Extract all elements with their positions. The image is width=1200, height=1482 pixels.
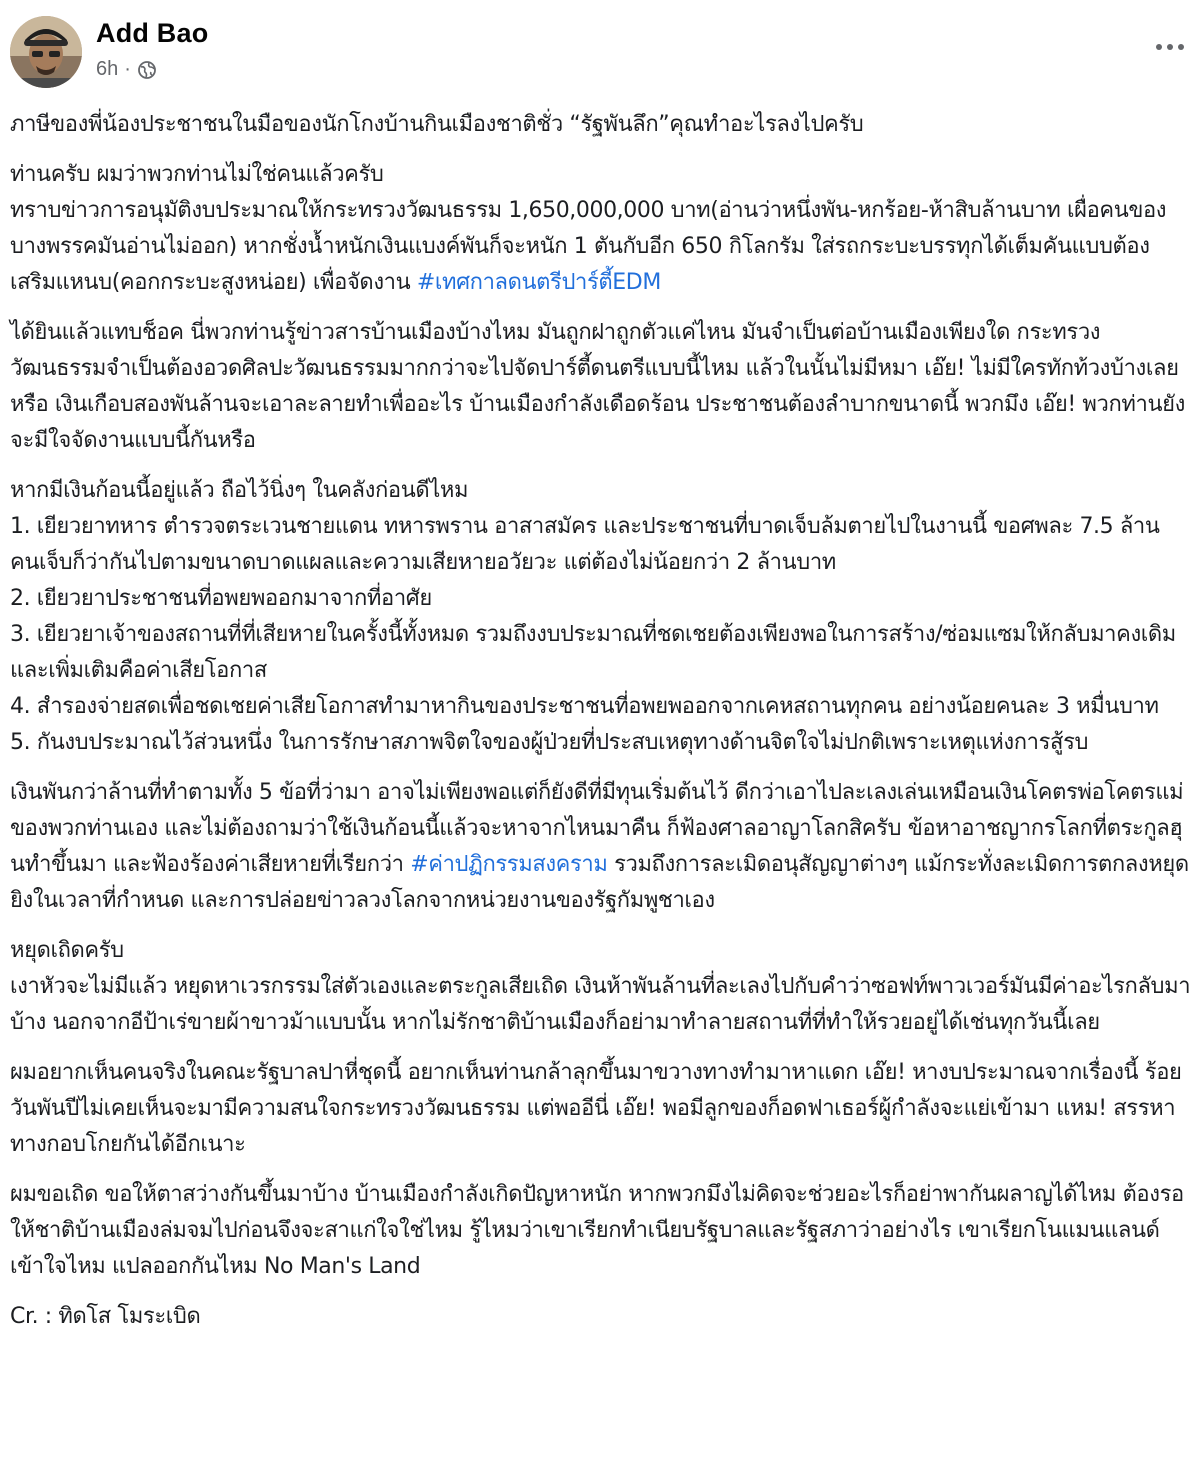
author-avatar[interactable] <box>10 16 82 88</box>
paragraph <box>10 1055 1192 1163</box>
author-name[interactable]: Add Bao <box>96 18 209 48</box>
post-text: เงาหัวจะไม่มีแล้ว หยุดหาเวรกรรมใส่ตัวเองและตระกูลเสียเถิด เงินห้าพันล้านที่ละเลงไปกับคำว่าซอฟท์พาวเวอร์มันมีค่าอะไรกลับมาบ้าง นอกจากอีป้าเร่ขายผ้าขาวม้าแบบนั้น หากไม่รักชาติบ้านเมืองก็อย่ามาทำลายสถานที่ที่ทำให้รวยอยู่ได้เช่นทุกวันนี้เลย <box>10 974 1191 1035</box>
meta-separator: · <box>124 58 131 80</box>
post-body <box>10 107 1192 1349</box>
paragraph <box>10 107 1192 143</box>
more-dot-icon <box>1167 44 1173 50</box>
paragraph <box>10 473 1192 761</box>
list-item: 5. กันงบประมาณไว้ส่วนหนึ่ง ในการรักษาสภาพจิตใจของผู้ป่วยที่ประสบเหตุทางด้านจิตใจไม่ปกติเพราะเหตุแห่งการสู้รบ <box>10 730 1089 755</box>
post-meta <box>96 58 157 81</box>
post-header <box>10 14 1190 90</box>
avatar-image <box>10 16 82 88</box>
post-text <box>10 193 1192 301</box>
post-text-span: รวมถึงการละเมิดอนุสัญญาต่างๆ แม้กระทั่งละเมิดการตกลงหยุดยิงในเวลาที่กำหนด และการปล่อยข่าวลวงโลกจากหน่วยงานของรัฐกัมพูชาเอง <box>10 852 1189 913</box>
list-item: 2. เยียวยาประชาชนที่อพยพออกมาจากที่อาศัย <box>10 586 432 611</box>
post-text-span: เงินพันกว่าล้านที่ทำตามทั้ง 5 ข้อที่ว่ามา อาจไม่เพียงพอแต่ก็ยังดีที่มีทุนเริ่มต้นไว้ ดีกว่าเอาไปละเลงเล่นเหมือนเงินโคตรพ่อโคตรแม่ของพวกท่านเอง และไม่ต้องถามว่าใช้เงินก้อนนี้แล้วจะหาจากไหนมาคืน ก็ฟ้องศาลอาญาโลกสิครับ ข้อหาอาชญากรโลกที่ตระกูลฮุนทำขึ้นมา และฟ้องร้องค่าเสียหายที่เรียกว่า <box>10 780 1184 877</box>
more-options-icon[interactable] <box>1150 32 1190 62</box>
hashtag-link[interactable]: #ค่าปฏิกรรมสงคราม <box>410 852 608 877</box>
post-text: ได้ยินแล้วแทบช็อค นี่พวกท่านรู้ข่าวสารบ้านเมืองบ้างไหม มันถูกฝาถูกตัวแค่ไหน มันจำเป็นต่อบ้านเมืองเพียงใด กระทรวงวัฒนธรรมจำเป็นต้องอวดศิลปะวัฒนธรรมมากกว่าจะไปจัดปาร์ตี้ดนตรีแบบนี้ไหม แล้วในนั้นไม่มีหมา เอ๊ย! ไม่มีใครทักท้วงบ้างเลยหรือ เงินเกือบสองพันล้านจะเอาละลายทำเพื่ออะไร บ้านเมืองกำลังเดือดร้อน ประชาชนต้องลำบากขนาดนี้ พวกมึง เอ๊ย! พวกท่านยังจะมีใจจัดงานแบบนี้กันหรือ <box>10 320 1185 453</box>
post-text: ภาษีของพี่น้องประชาชนในมือของนักโกงบ้านกินเมืองชาติชั่ว “รัฐพันลึก”คุณทำอะไรลงไปครับ <box>10 112 864 137</box>
post-text: ผมอยากเห็นคนจริงในคณะรัฐบาลปาหี่ชุดนี้ อยากเห็นท่านกล้าลุกขึ้นมาขวางทางทำมาหาแดก เอ๊ย! หางบประมาณจากเรื่องนี้ ร้อยวันพันปีไม่เคยเห็นจะมามีความสนใจกระทรวงวัฒนธรรม แต่พออีนี่ เอ๊ย! พอมีลูกของก็อดฟาเธอร์ผู้กำลังจะแย่เข้ามา แหม! สรรหาทางกอบโกยกันได้อีกเนาะ <box>10 1060 1182 1157</box>
credit-text: Cr. : ทิดโส โมระเบิด <box>10 1304 201 1329</box>
list-item: 4. สำรองจ่ายสดเพื่อชดเชยค่าเสียโอกาสทำมาหากินของประชาชนที่อพยพออกจากเคหสถานทุกคน อย่างน้อยคนละ 3 หมื่นบาท <box>10 694 1159 719</box>
globe-icon <box>137 60 157 80</box>
paragraph <box>10 1177 1192 1285</box>
list-item: 1. เยียวยาทหาร ตำรวจตระเวนชายแดน ทหารพราน อาสาสมัคร และประชาชนที่บาดเจ็บล้มตายไปในงานนี้ ขอศพละ 7.5 ล้าน คนเจ็บก็ว่ากันไปตามขนาดบาดแผลและความเสียหายอวัยวะ แต่ต้องไม่น้อยกว่า 2 ล้านบาท <box>10 514 1160 575</box>
post-text: ผมขอเถิด ขอให้ตาสว่างกันขึ้นมาบ้าง บ้านเมืองกำลังเกิดปัญหาหนัก หากพวกมึงไม่คิดจะช่วยอะไรก็อย่าพากันผลาญได้ไหม ต้องรอให้ชาติบ้านเมืองล่มจมไปก่อนจึงจะสาแก่ใจใช่ไหม รู้ไหมว่าเขาเรียกทำเนียบรัฐบาลและรัฐสภาว่าอย่างไร เขาเรียกโนแมนแลนด์ เข้าใจไหม แปลออกกันไหม No Man's Land <box>10 1182 1184 1279</box>
post-time[interactable]: 6h <box>96 58 119 80</box>
hashtag-link[interactable]: #เทศกาลดนตรีปาร์ตี้EDM <box>416 270 661 295</box>
more-dot-icon <box>1178 44 1184 50</box>
post-text: หากมีเงินก้อนนี้อยู่แล้ว ถือไว้นิ่งๆ ในคลังก่อนดีไหม <box>10 478 469 503</box>
paragraph <box>10 775 1192 919</box>
paragraph <box>10 315 1192 459</box>
post-text <box>10 775 1192 919</box>
paragraph <box>10 1299 1192 1335</box>
post-text-span: ทราบข่าวการอนุมัติงบประมาณให้กระทรวงวัฒนธรรม 1,650,000,000 บาท(อ่านว่าหนึ่งพัน-หกร้อย-ห้าสิบล้านบาท เผื่อคนของบางพรรคมันอ่านไม่ออก) หากชั่งน้ำหนักเงินแบงค์พันก็จะหนัก 1 ตันกับอีก 650 กิโลกรัม ใส่รถกระบะบรรทุกได้เต็มคันแบบต้องเสริมแหนบ(คอกกระบะสูงหน่อย) เพื่อจัดงาน <box>10 198 1167 295</box>
list-item: 3. เยียวยาเจ้าของสถานที่ที่เสียหายในครั้งนี้ทั้งหมด รวมถึงงบประมาณที่ชดเชยต้องเพียงพอในการสร้าง/ซ่อมแซมให้กลับมาคงเดิมและเพิ่มเติมคือค่าเสียโอกาส <box>10 622 1176 683</box>
post-text: หยุดเถิดครับ <box>10 938 124 963</box>
paragraph <box>10 157 1192 301</box>
post-text: ท่านครับ ผมว่าพวกท่านไม่ใช่คนแล้วครับ <box>10 162 384 187</box>
paragraph <box>10 933 1192 1041</box>
more-dot-icon <box>1156 44 1162 50</box>
